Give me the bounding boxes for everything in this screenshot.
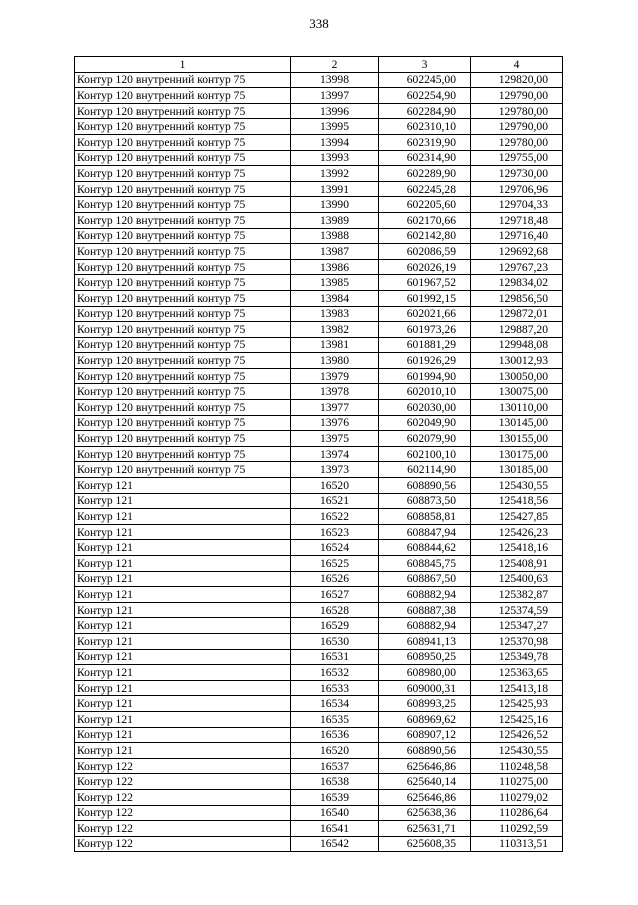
x-coordinate-cell: 602205,60 xyxy=(379,197,471,213)
contour-name-cell: Контур 121 xyxy=(75,587,291,603)
contour-name-cell: Контур 120 внутренний контур 75 xyxy=(75,181,291,197)
x-coordinate-cell: 608845,75 xyxy=(379,556,471,572)
table-row xyxy=(75,384,563,400)
x-coordinate-cell: 601881,29 xyxy=(379,337,471,353)
point-number-cell: 13994 xyxy=(291,134,379,150)
table-row xyxy=(75,197,563,213)
point-number-cell: 16530 xyxy=(291,633,379,649)
x-coordinate-cell: 625638,36 xyxy=(379,805,471,821)
x-coordinate-cell: 602314,90 xyxy=(379,150,471,166)
point-number-cell: 16521 xyxy=(291,493,379,509)
table-row xyxy=(75,306,563,322)
table-body xyxy=(75,72,563,852)
table-header xyxy=(75,57,563,73)
table-row xyxy=(75,290,563,306)
contour-name-cell: Контур 121 xyxy=(75,649,291,665)
x-coordinate-cell: 601967,52 xyxy=(379,275,471,291)
contour-name-cell: Контур 120 внутренний контур 75 xyxy=(75,275,291,291)
table-row xyxy=(75,368,563,384)
table-row xyxy=(75,415,563,431)
contour-name-cell: Контур 120 внутренний контур 75 xyxy=(75,103,291,119)
contour-name-cell: Контур 121 xyxy=(75,633,291,649)
column-header-4: 4 xyxy=(471,57,563,73)
x-coordinate-cell: 608873,50 xyxy=(379,493,471,509)
x-coordinate-cell: 625640,14 xyxy=(379,774,471,790)
contour-name-cell: Контур 121 xyxy=(75,602,291,618)
page-number: 338 xyxy=(309,16,329,31)
y-coordinate-cell: 129790,00 xyxy=(471,88,563,104)
point-number-cell: 16542 xyxy=(291,836,379,852)
contour-name-cell: Контур 120 внутренний контур 75 xyxy=(75,166,291,182)
point-number-cell: 13989 xyxy=(291,212,379,228)
y-coordinate-cell: 110275,00 xyxy=(471,774,563,790)
point-number-cell: 16537 xyxy=(291,758,379,774)
y-coordinate-cell: 129704,33 xyxy=(471,197,563,213)
point-number-cell: 16531 xyxy=(291,649,379,665)
y-coordinate-cell: 125430,55 xyxy=(471,743,563,759)
x-coordinate-cell: 601973,26 xyxy=(379,322,471,338)
contour-name-cell: Контур 120 внутренний контур 75 xyxy=(75,259,291,275)
point-number-cell: 16525 xyxy=(291,556,379,572)
table-row xyxy=(75,212,563,228)
x-coordinate-cell: 602114,90 xyxy=(379,462,471,478)
point-number-cell: 16541 xyxy=(291,821,379,837)
table-row xyxy=(75,337,563,353)
point-number-cell: 13976 xyxy=(291,415,379,431)
point-number-cell: 16532 xyxy=(291,665,379,681)
contour-name-cell: Контур 120 внутренний контур 75 xyxy=(75,306,291,322)
y-coordinate-cell: 129718,48 xyxy=(471,212,563,228)
table-row xyxy=(75,478,563,494)
point-number-cell: 13995 xyxy=(291,119,379,135)
table-row xyxy=(75,774,563,790)
column-header-3: 3 xyxy=(379,57,471,73)
y-coordinate-cell: 129716,40 xyxy=(471,228,563,244)
y-coordinate-cell: 125413,18 xyxy=(471,680,563,696)
y-coordinate-cell: 125347,27 xyxy=(471,618,563,634)
contour-name-cell: Контур 121 xyxy=(75,618,291,634)
table-row xyxy=(75,524,563,540)
y-coordinate-cell: 129692,68 xyxy=(471,244,563,260)
point-number-cell: 16539 xyxy=(291,789,379,805)
contour-name-cell: Контур 121 xyxy=(75,524,291,540)
table-row xyxy=(75,758,563,774)
contour-name-cell: Контур 120 внутренний контур 75 xyxy=(75,88,291,104)
table-row xyxy=(75,72,563,88)
point-number-cell: 13986 xyxy=(291,259,379,275)
y-coordinate-cell: 125370,98 xyxy=(471,633,563,649)
x-coordinate-cell: 608907,12 xyxy=(379,727,471,743)
point-number-cell: 13996 xyxy=(291,103,379,119)
point-number-cell: 13988 xyxy=(291,228,379,244)
contour-name-cell: Контур 121 xyxy=(75,540,291,556)
y-coordinate-cell: 125427,85 xyxy=(471,509,563,525)
y-coordinate-cell: 125418,16 xyxy=(471,540,563,556)
table-row xyxy=(75,509,563,525)
point-number-cell: 13978 xyxy=(291,384,379,400)
y-coordinate-cell: 130050,00 xyxy=(471,368,563,384)
point-number-cell: 13982 xyxy=(291,322,379,338)
table-row xyxy=(75,462,563,478)
x-coordinate-cell: 602030,00 xyxy=(379,400,471,416)
x-coordinate-cell: 602021,66 xyxy=(379,306,471,322)
x-coordinate-cell: 602100,10 xyxy=(379,446,471,462)
x-coordinate-cell: 608980,00 xyxy=(379,665,471,681)
table-row xyxy=(75,727,563,743)
point-number-cell: 16520 xyxy=(291,743,379,759)
table-row xyxy=(75,228,563,244)
x-coordinate-cell: 601926,29 xyxy=(379,353,471,369)
y-coordinate-cell: 110248,58 xyxy=(471,758,563,774)
contour-name-cell: Контур 120 внутренний контур 75 xyxy=(75,212,291,228)
y-coordinate-cell: 125382,87 xyxy=(471,587,563,603)
y-coordinate-cell: 130012,93 xyxy=(471,353,563,369)
y-coordinate-cell: 130175,00 xyxy=(471,446,563,462)
y-coordinate-cell: 110286,64 xyxy=(471,805,563,821)
contour-name-cell: Контур 120 внутренний контур 75 xyxy=(75,368,291,384)
point-number-cell: 13973 xyxy=(291,462,379,478)
x-coordinate-cell: 602319,90 xyxy=(379,134,471,150)
contour-name-cell: Контур 122 xyxy=(75,774,291,790)
x-coordinate-cell: 608847,94 xyxy=(379,524,471,540)
point-number-cell: 13977 xyxy=(291,400,379,416)
contour-name-cell: Контур 121 xyxy=(75,478,291,494)
point-number-cell: 13992 xyxy=(291,166,379,182)
table-row xyxy=(75,805,563,821)
contour-name-cell: Контур 120 внутренний контур 75 xyxy=(75,197,291,213)
point-number-cell: 13974 xyxy=(291,446,379,462)
point-number-cell: 13987 xyxy=(291,244,379,260)
table-row xyxy=(75,150,563,166)
point-number-cell: 13993 xyxy=(291,150,379,166)
contour-name-cell: Контур 120 внутренний контур 75 xyxy=(75,337,291,353)
contour-name-cell: Контур 121 xyxy=(75,727,291,743)
table-row xyxy=(75,244,563,260)
contour-name-cell: Контур 120 внутренний контур 75 xyxy=(75,431,291,447)
y-coordinate-cell: 129706,96 xyxy=(471,181,563,197)
table-row xyxy=(75,587,563,603)
table-row xyxy=(75,836,563,852)
x-coordinate-cell: 602284,90 xyxy=(379,103,471,119)
table-row xyxy=(75,134,563,150)
y-coordinate-cell: 125408,91 xyxy=(471,556,563,572)
table-row xyxy=(75,431,563,447)
y-coordinate-cell: 129780,00 xyxy=(471,103,563,119)
y-coordinate-cell: 129856,50 xyxy=(471,290,563,306)
x-coordinate-cell: 602170,66 xyxy=(379,212,471,228)
x-coordinate-cell: 608867,50 xyxy=(379,571,471,587)
table-row xyxy=(75,275,563,291)
table-row xyxy=(75,633,563,649)
x-coordinate-cell: 602049,90 xyxy=(379,415,471,431)
contour-name-cell: Контур 120 внутренний контур 75 xyxy=(75,134,291,150)
x-coordinate-cell: 608941,13 xyxy=(379,633,471,649)
column-header-1: 1 xyxy=(75,57,291,73)
y-coordinate-cell: 125426,23 xyxy=(471,524,563,540)
contour-name-cell: Контур 120 внутренний контур 75 xyxy=(75,72,291,88)
y-coordinate-cell: 130185,00 xyxy=(471,462,563,478)
contour-name-cell: Контур 121 xyxy=(75,680,291,696)
contour-name-cell: Контур 121 xyxy=(75,509,291,525)
point-number-cell: 16533 xyxy=(291,680,379,696)
table-row xyxy=(75,119,563,135)
contour-name-cell: Контур 120 внутренний контур 75 xyxy=(75,244,291,260)
y-coordinate-cell: 110292,59 xyxy=(471,821,563,837)
table-row xyxy=(75,711,563,727)
x-coordinate-cell: 602254,90 xyxy=(379,88,471,104)
contour-name-cell: Контур 120 внутренний контур 75 xyxy=(75,384,291,400)
table-row xyxy=(75,665,563,681)
point-number-cell: 16534 xyxy=(291,696,379,712)
x-coordinate-cell: 625646,86 xyxy=(379,789,471,805)
x-coordinate-cell: 625608,35 xyxy=(379,836,471,852)
x-coordinate-cell: 602086,59 xyxy=(379,244,471,260)
table-row xyxy=(75,571,563,587)
point-number-cell: 13997 xyxy=(291,88,379,104)
table-row xyxy=(75,649,563,665)
contour-name-cell: Контур 120 внутренний контур 75 xyxy=(75,400,291,416)
x-coordinate-cell: 602245,00 xyxy=(379,72,471,88)
y-coordinate-cell: 125400,63 xyxy=(471,571,563,587)
y-coordinate-cell: 125349,78 xyxy=(471,649,563,665)
y-coordinate-cell: 125430,55 xyxy=(471,478,563,494)
y-coordinate-cell: 125374,59 xyxy=(471,602,563,618)
table-row xyxy=(75,88,563,104)
y-coordinate-cell: 125425,93 xyxy=(471,696,563,712)
x-coordinate-cell: 608882,94 xyxy=(379,587,471,603)
point-number-cell: 16527 xyxy=(291,587,379,603)
contour-name-cell: Контур 120 внутренний контур 75 xyxy=(75,119,291,135)
x-coordinate-cell: 601992,15 xyxy=(379,290,471,306)
x-coordinate-cell: 608950,25 xyxy=(379,649,471,665)
y-coordinate-cell: 129887,20 xyxy=(471,322,563,338)
header-row xyxy=(75,57,563,73)
table-row xyxy=(75,259,563,275)
x-coordinate-cell: 608969,62 xyxy=(379,711,471,727)
table-row xyxy=(75,166,563,182)
x-coordinate-cell: 608890,56 xyxy=(379,478,471,494)
contour-name-cell: Контур 120 внутренний контур 75 xyxy=(75,228,291,244)
contour-name-cell: Контур 120 внутренний контур 75 xyxy=(75,446,291,462)
x-coordinate-cell: 608993,25 xyxy=(379,696,471,712)
y-coordinate-cell: 125363,65 xyxy=(471,665,563,681)
table-row xyxy=(75,353,563,369)
table-row xyxy=(75,618,563,634)
contour-name-cell: Контур 121 xyxy=(75,743,291,759)
x-coordinate-cell: 602010,10 xyxy=(379,384,471,400)
table-row xyxy=(75,789,563,805)
table-row xyxy=(75,821,563,837)
x-coordinate-cell: 602026,19 xyxy=(379,259,471,275)
y-coordinate-cell: 110313,51 xyxy=(471,836,563,852)
point-number-cell: 13981 xyxy=(291,337,379,353)
point-number-cell: 13983 xyxy=(291,306,379,322)
table-row xyxy=(75,743,563,759)
table-row xyxy=(75,540,563,556)
x-coordinate-cell: 602079,90 xyxy=(379,431,471,447)
contour-name-cell: Контур 122 xyxy=(75,821,291,837)
coordinates-table xyxy=(74,56,563,852)
table-row xyxy=(75,103,563,119)
y-coordinate-cell: 125418,56 xyxy=(471,493,563,509)
contour-name-cell: Контур 121 xyxy=(75,571,291,587)
y-coordinate-cell: 129790,00 xyxy=(471,119,563,135)
contour-name-cell: Контур 121 xyxy=(75,556,291,572)
table-row xyxy=(75,322,563,338)
x-coordinate-cell: 602289,90 xyxy=(379,166,471,182)
point-number-cell: 16523 xyxy=(291,524,379,540)
point-number-cell: 16528 xyxy=(291,602,379,618)
y-coordinate-cell: 125425,16 xyxy=(471,711,563,727)
point-number-cell: 13985 xyxy=(291,275,379,291)
x-coordinate-cell: 608890,56 xyxy=(379,743,471,759)
point-number-cell: 16529 xyxy=(291,618,379,634)
table-row xyxy=(75,696,563,712)
point-number-cell: 16524 xyxy=(291,540,379,556)
x-coordinate-cell: 625631,71 xyxy=(379,821,471,837)
contour-name-cell: Контур 120 внутренний контур 75 xyxy=(75,150,291,166)
y-coordinate-cell: 130110,00 xyxy=(471,400,563,416)
x-coordinate-cell: 609000,31 xyxy=(379,680,471,696)
contour-name-cell: Контур 120 внутренний контур 75 xyxy=(75,353,291,369)
contour-name-cell: Контур 120 внутренний контур 75 xyxy=(75,290,291,306)
point-number-cell: 16520 xyxy=(291,478,379,494)
contour-name-cell: Контур 121 xyxy=(75,711,291,727)
table-row xyxy=(75,446,563,462)
contour-name-cell: Контур 120 внутренний контур 75 xyxy=(75,415,291,431)
contour-name-cell: Контур 122 xyxy=(75,836,291,852)
point-number-cell: 16535 xyxy=(291,711,379,727)
point-number-cell: 13990 xyxy=(291,197,379,213)
y-coordinate-cell: 130145,00 xyxy=(471,415,563,431)
table-row xyxy=(75,556,563,572)
y-coordinate-cell: 129755,00 xyxy=(471,150,563,166)
point-number-cell: 13998 xyxy=(291,72,379,88)
x-coordinate-cell: 602310,10 xyxy=(379,119,471,135)
contour-name-cell: Контур 120 внутренний контур 75 xyxy=(75,462,291,478)
contour-name-cell: Контур 121 xyxy=(75,665,291,681)
table-row xyxy=(75,181,563,197)
point-number-cell: 16540 xyxy=(291,805,379,821)
x-coordinate-cell: 608882,94 xyxy=(379,618,471,634)
y-coordinate-cell: 130155,00 xyxy=(471,431,563,447)
contour-name-cell: Контур 120 внутренний контур 75 xyxy=(75,322,291,338)
point-number-cell: 16522 xyxy=(291,509,379,525)
column-header-2: 2 xyxy=(291,57,379,73)
point-number-cell: 16536 xyxy=(291,727,379,743)
y-coordinate-cell: 129820,00 xyxy=(471,72,563,88)
point-number-cell: 13991 xyxy=(291,181,379,197)
table-row xyxy=(75,400,563,416)
contour-name-cell: Контур 122 xyxy=(75,758,291,774)
table-row xyxy=(75,602,563,618)
y-coordinate-cell: 129730,00 xyxy=(471,166,563,182)
x-coordinate-cell: 608858,81 xyxy=(379,509,471,525)
x-coordinate-cell: 608887,38 xyxy=(379,602,471,618)
point-number-cell: 16538 xyxy=(291,774,379,790)
y-coordinate-cell: 129780,00 xyxy=(471,134,563,150)
contour-name-cell: Контур 122 xyxy=(75,805,291,821)
y-coordinate-cell: 110279,02 xyxy=(471,789,563,805)
point-number-cell: 16526 xyxy=(291,571,379,587)
y-coordinate-cell: 129948,08 xyxy=(471,337,563,353)
contour-name-cell: Контур 122 xyxy=(75,789,291,805)
point-number-cell: 13984 xyxy=(291,290,379,306)
table-row xyxy=(75,493,563,509)
y-coordinate-cell: 125426,52 xyxy=(471,727,563,743)
x-coordinate-cell: 625646,86 xyxy=(379,758,471,774)
y-coordinate-cell: 129767,23 xyxy=(471,259,563,275)
contour-name-cell: Контур 121 xyxy=(75,696,291,712)
x-coordinate-cell: 601994,90 xyxy=(379,368,471,384)
point-number-cell: 13975 xyxy=(291,431,379,447)
y-coordinate-cell: 130075,00 xyxy=(471,384,563,400)
point-number-cell: 13979 xyxy=(291,368,379,384)
x-coordinate-cell: 602245,28 xyxy=(379,181,471,197)
table-row xyxy=(75,680,563,696)
point-number-cell: 13980 xyxy=(291,353,379,369)
x-coordinate-cell: 608844,62 xyxy=(379,540,471,556)
y-coordinate-cell: 129834,02 xyxy=(471,275,563,291)
y-coordinate-cell: 129872,01 xyxy=(471,306,563,322)
contour-name-cell: Контур 121 xyxy=(75,493,291,509)
x-coordinate-cell: 602142,80 xyxy=(379,228,471,244)
